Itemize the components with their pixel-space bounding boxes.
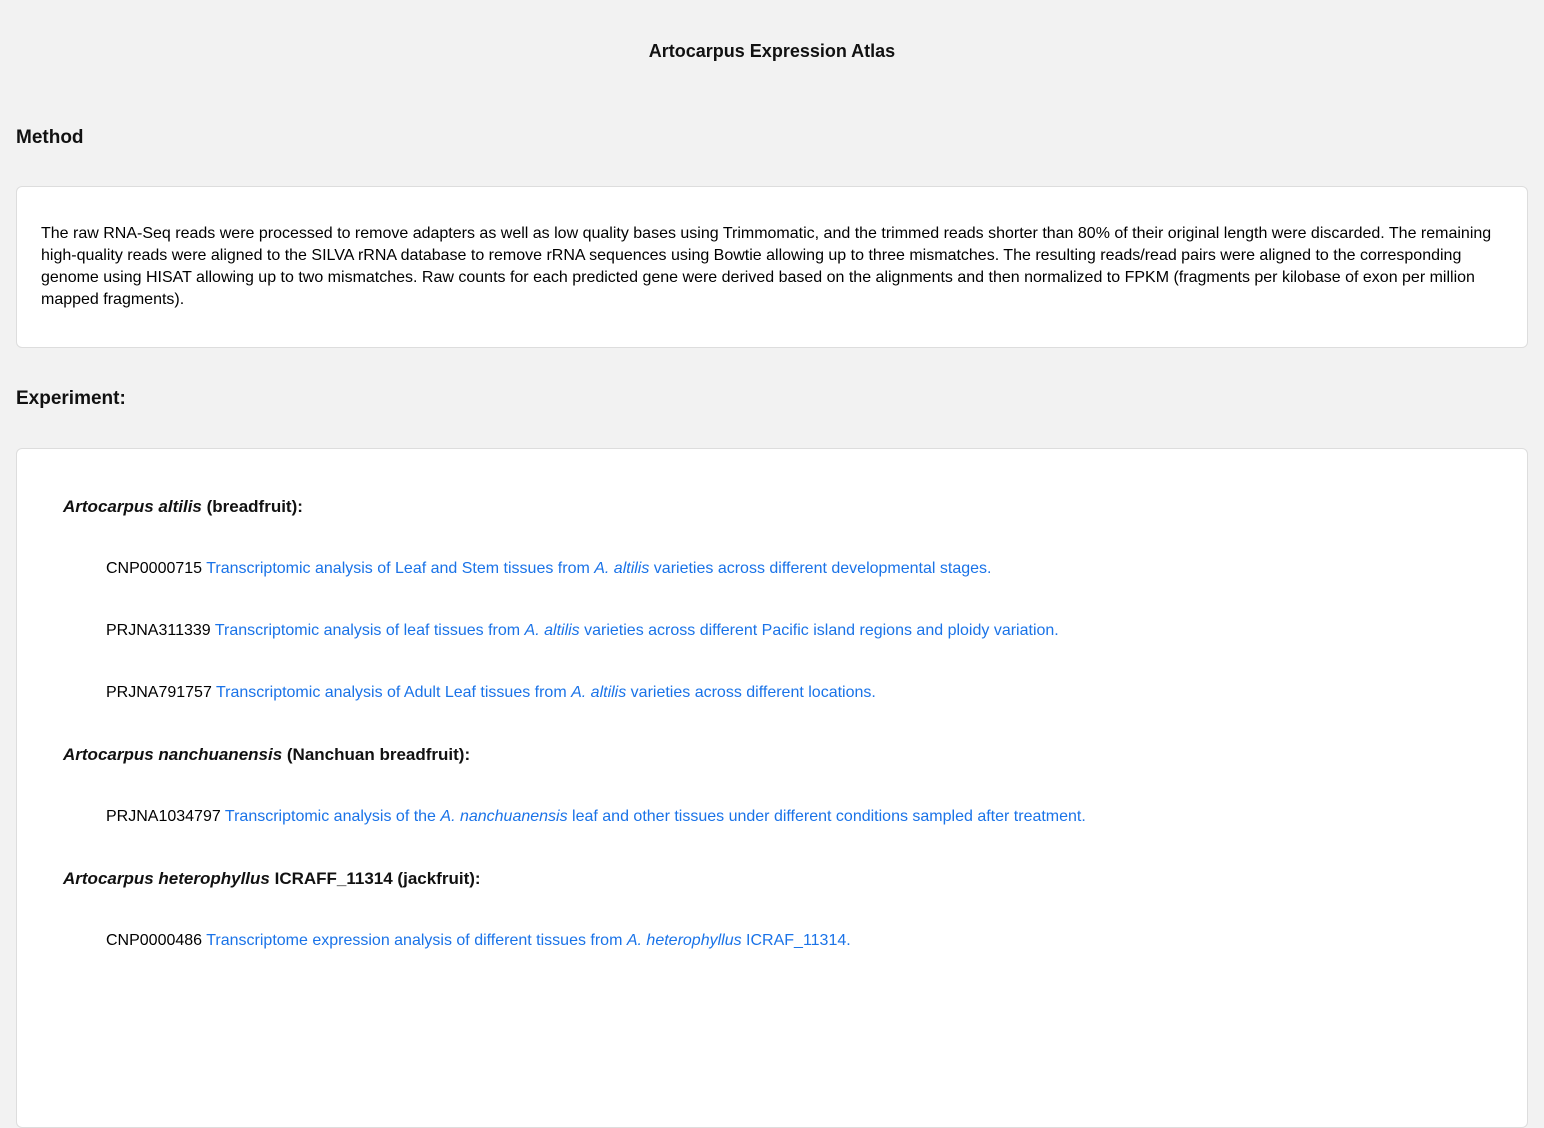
link-species-italic: A. altilis — [524, 622, 580, 639]
experiment-link[interactable] — [206, 932, 850, 949]
link-text-pre: Transcriptomic analysis of Adult Leaf tissues from — [216, 684, 572, 701]
species-heading-altilis — [63, 497, 1503, 517]
experiment-link[interactable] — [216, 684, 876, 701]
species-name: Artocarpus heterophyllus — [63, 869, 270, 888]
link-text-post: ICRAF_11314. — [741, 932, 851, 949]
link-text-post: varieties across different Pacific island regions and ploidy variation. — [579, 622, 1059, 639]
experiment-link[interactable] — [206, 560, 991, 577]
link-species-italic: A. altilis — [571, 684, 627, 701]
accession-id: CNP0000715 — [106, 560, 203, 577]
link-species-italic: A. altilis — [594, 560, 650, 577]
experiment-entry — [106, 683, 1503, 702]
link-text-post: leaf and other tissues under different conditions sampled after treatment. — [567, 808, 1086, 825]
link-text-pre: Transcriptomic analysis of Leaf and Stem tissues from — [206, 560, 595, 577]
accession-id: PRJNA1034797 — [106, 808, 221, 825]
experiment-entry — [106, 559, 1503, 578]
species-suffix: (Nanchuan breadfruit): — [282, 745, 471, 764]
link-text-pre: Transcriptomic analysis of leaf tissues from — [214, 622, 525, 639]
link-text-pre: Transcriptome expression analysis of different tissues from — [206, 932, 627, 949]
species-name: Artocarpus nanchuanensis — [63, 745, 283, 764]
experiment-link[interactable] — [225, 808, 1086, 825]
link-text-pre: Transcriptomic analysis of the — [224, 808, 441, 825]
accession-id: CNP0000486 — [106, 932, 203, 949]
experiment-link[interactable] — [215, 622, 1059, 639]
method-heading: Method — [16, 127, 84, 148]
species-heading-heterophyllus — [63, 869, 1503, 889]
page-title: Artocarpus Expression Atlas — [648, 41, 896, 61]
species-heading-nanchuanensis — [63, 745, 1503, 765]
experiment-heading: Experiment: — [16, 388, 126, 409]
method-text: The raw RNA-Seq reads were processed to remove adapters as well as low quality bases using Trimmomatic, and the trimmed reads shorter than 80% of their original length were discarded. The remaining high-quality reads were aligned to the SILVA rRNA database to remove rRNA sequences using Bowtie allowing up to three mismatches. The resulting reads/read pairs were aligned to the corresponding genome using HISAT allowing up to two mismatches. Raw counts for each predicted gene were derived based on the alignments and then normalized to FPKM (fragments per kilobase of exon per million mapped fragments). — [41, 225, 1492, 308]
experiment-entry — [106, 807, 1503, 826]
link-species-italic: A. nanchuanensis — [440, 808, 568, 825]
method-card — [16, 186, 1528, 348]
experiment-entry — [106, 621, 1503, 640]
experiment-entry — [106, 931, 1503, 950]
experiment-card — [16, 448, 1528, 1128]
species-suffix: (breadfruit): — [201, 497, 303, 516]
species-name: Artocarpus altilis — [63, 497, 202, 516]
species-suffix: ICRAFF_11314 (jackfruit): — [269, 869, 481, 888]
link-species-italic: A. heterophyllus — [626, 932, 742, 949]
link-text-post: varieties across different locations. — [626, 684, 876, 701]
accession-id: PRJNA311339 — [106, 622, 211, 639]
link-text-post: varieties across different developmental stages. — [649, 560, 992, 577]
accession-id: PRJNA791757 — [106, 684, 212, 701]
